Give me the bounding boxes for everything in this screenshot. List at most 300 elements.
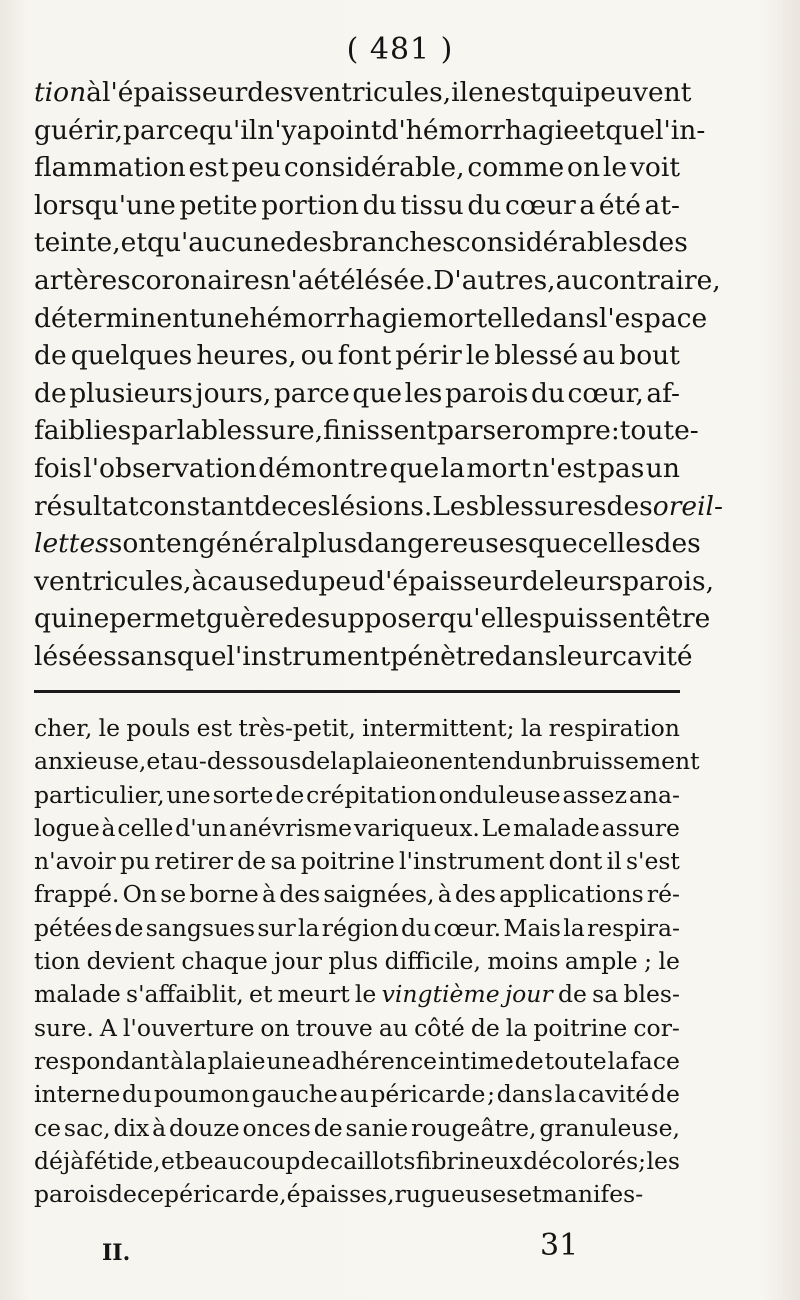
word: on	[260, 1013, 290, 1042]
word: de	[521, 565, 555, 597]
word: oreil-	[652, 490, 723, 522]
word: d'épaisseur	[368, 565, 522, 597]
word: la	[176, 415, 201, 447]
text-line	[34, 525, 701, 563]
text-line	[34, 812, 680, 845]
word: au	[378, 1013, 409, 1042]
word: onces	[242, 1113, 311, 1142]
word: la	[563, 913, 585, 942]
word: sangsues	[145, 913, 256, 942]
word: la	[520, 714, 543, 742]
text-line	[34, 112, 706, 150]
text-line	[34, 1145, 680, 1178]
text-line	[34, 1045, 680, 1078]
text-line	[34, 375, 680, 413]
word: la	[607, 1046, 630, 1075]
word: s'est	[625, 847, 680, 876]
word: lésions.	[331, 490, 433, 522]
word: artères	[34, 264, 131, 296]
word: côté	[414, 1013, 465, 1042]
word: lorsqu'une	[34, 189, 176, 221]
word: cavité	[612, 640, 693, 672]
word: mortelle	[422, 302, 536, 334]
word: dans	[535, 302, 599, 334]
word: de	[470, 1013, 500, 1042]
main-text	[34, 74, 723, 676]
word: peuvent	[583, 77, 692, 108]
word: assure	[601, 813, 680, 842]
word: pénètre	[390, 640, 495, 672]
word: bruissement	[551, 747, 700, 776]
word: à	[86, 77, 102, 108]
word: contraire,	[588, 264, 721, 296]
word: périr	[395, 340, 462, 372]
word: respondant	[34, 1046, 170, 1075]
word: lésées	[34, 640, 117, 672]
word: tion	[34, 947, 81, 976]
word: du	[401, 913, 432, 942]
text-line	[34, 149, 680, 187]
word: ce	[34, 1113, 62, 1142]
word: applications	[499, 880, 644, 909]
word: déterminent	[34, 302, 200, 334]
word: puissent	[542, 603, 656, 635]
word: intermittent;	[362, 714, 515, 742]
word: les	[404, 377, 443, 409]
word: été	[598, 189, 641, 221]
word: le	[465, 340, 491, 372]
word: des	[641, 227, 688, 259]
word: caillots	[330, 1146, 416, 1175]
word: un	[645, 452, 680, 484]
word: ou	[300, 340, 334, 372]
word: se	[160, 880, 187, 909]
word: jours,	[195, 377, 272, 409]
word: est	[196, 714, 233, 742]
word: tissu	[400, 189, 464, 221]
word: du	[121, 1080, 153, 1109]
word: meurt	[277, 980, 350, 1009]
word: bles-	[623, 980, 680, 1009]
word: manifes-	[541, 1180, 644, 1209]
word: devient	[86, 947, 175, 976]
word: dans	[494, 640, 559, 672]
word: par	[437, 415, 483, 447]
word: leur	[558, 640, 613, 672]
word: décolorés;	[523, 1146, 647, 1175]
text-line	[34, 1078, 680, 1111]
word: général	[198, 528, 302, 560]
word: parce	[273, 377, 350, 409]
word: que	[176, 640, 227, 672]
text-line	[34, 337, 680, 375]
word: de	[557, 980, 587, 1009]
word: Les	[432, 490, 480, 522]
word: at-	[644, 189, 680, 221]
word: rugueuses	[394, 1180, 519, 1209]
word: branches	[332, 227, 456, 259]
text-line	[34, 224, 688, 262]
word: bout	[619, 340, 680, 372]
word: épaisses,	[286, 1180, 395, 1209]
word: que	[352, 377, 403, 409]
word: considérables	[455, 227, 642, 259]
word: leurs	[554, 565, 623, 597]
word: celles	[577, 528, 655, 560]
text-line	[34, 450, 680, 488]
word: l'observation	[83, 452, 257, 484]
word: qu'il	[199, 114, 258, 146]
text-line	[34, 412, 699, 450]
word: l'ouverture	[122, 1013, 255, 1042]
word: est	[500, 77, 541, 108]
text-line	[34, 745, 700, 778]
text-line	[34, 779, 680, 812]
word: plaie	[351, 747, 410, 776]
word: l'épaisseur	[101, 77, 248, 108]
word: cher,	[34, 714, 93, 742]
word: ce	[136, 1180, 165, 1209]
word: tion	[34, 77, 87, 108]
word: une	[199, 302, 250, 334]
word: cœur,	[567, 377, 644, 409]
word: blessé	[494, 340, 579, 372]
word: a	[579, 189, 596, 221]
word: dangereuses	[357, 528, 529, 560]
word: de	[275, 780, 305, 809]
word: petite	[179, 189, 258, 221]
word: l'in-	[655, 114, 706, 146]
word: saignées,	[323, 880, 435, 909]
word: au	[339, 1080, 369, 1109]
word: celle	[117, 813, 174, 842]
word: dans	[496, 1080, 553, 1109]
word: de	[237, 847, 267, 876]
word: fois	[34, 452, 82, 484]
word: une	[266, 1046, 311, 1075]
word: toute	[544, 1046, 607, 1075]
word: logue	[34, 813, 100, 842]
word: fétide,	[84, 1146, 161, 1175]
text-line	[34, 912, 680, 945]
word: sont	[108, 528, 167, 560]
footnote-separator	[34, 690, 680, 693]
word: de	[313, 1113, 343, 1142]
word: blessures	[479, 490, 607, 522]
word: il	[451, 77, 469, 108]
word: et	[249, 980, 273, 1009]
word: Mais	[503, 913, 561, 942]
word: être	[655, 603, 711, 635]
word: voit	[629, 152, 680, 184]
word: peu	[318, 565, 369, 597]
word: le	[602, 152, 628, 184]
word: parois	[34, 1180, 109, 1209]
text-line	[34, 262, 721, 300]
word: frappé.	[34, 880, 120, 909]
word: mort	[466, 452, 531, 484]
word: les	[646, 1146, 680, 1175]
word: se	[482, 415, 512, 447]
word: région	[321, 913, 399, 942]
word: n'est	[532, 452, 597, 484]
word: sans	[116, 640, 177, 672]
word: pu	[120, 847, 151, 876]
word: face	[630, 1046, 680, 1075]
word: guère	[206, 603, 285, 635]
word: n'y	[257, 114, 297, 146]
word: borne	[189, 880, 259, 909]
word: D'autres,	[433, 264, 556, 296]
word: de	[34, 340, 67, 372]
word: a	[296, 114, 313, 146]
word: flammation	[34, 152, 186, 184]
word: cor-	[633, 1013, 680, 1042]
word: considérable,	[283, 152, 465, 184]
word: onduleuse	[438, 780, 561, 809]
word: des	[454, 880, 496, 909]
word: heures,	[196, 340, 297, 372]
word: dont	[548, 847, 603, 876]
text-line	[34, 300, 708, 338]
text-line	[34, 978, 680, 1011]
word: il	[606, 847, 622, 876]
word: qui	[540, 77, 584, 108]
word: retirer	[154, 847, 233, 876]
word: malade	[512, 813, 600, 842]
word: lésée.	[355, 264, 434, 296]
word: d'un	[175, 813, 227, 842]
text-line	[34, 1178, 680, 1211]
word: parois,	[622, 565, 715, 597]
word: des	[606, 490, 653, 522]
word: péricarde,	[164, 1180, 287, 1209]
word: hémorrhagie	[249, 302, 423, 334]
word: de	[300, 1146, 330, 1175]
word: vingtième	[381, 980, 500, 1009]
word: le	[658, 947, 680, 976]
word: fibrineux	[415, 1146, 523, 1175]
word: respiration	[548, 714, 680, 742]
word: adhérence	[311, 1046, 438, 1075]
text-line	[34, 563, 715, 601]
word: particulier,	[34, 780, 165, 809]
word: une	[166, 780, 211, 809]
text-line	[34, 638, 693, 676]
word: sac,	[63, 1113, 111, 1142]
word: jour	[274, 947, 322, 976]
word: beaucoup	[184, 1146, 301, 1175]
word: douze	[168, 1113, 240, 1142]
word: est	[188, 152, 229, 184]
word: A	[99, 1013, 117, 1042]
word: du	[530, 377, 565, 409]
word: rougeâtre,	[411, 1113, 537, 1142]
word: par	[131, 415, 177, 447]
signature-mark: II.	[102, 1240, 131, 1266]
word: plaie	[207, 1046, 266, 1075]
word: la	[298, 913, 320, 942]
word: anévrisme	[228, 813, 353, 842]
word: assez	[562, 780, 627, 809]
word: anxieuse,	[34, 747, 147, 776]
word: et	[120, 227, 147, 259]
word: à	[437, 880, 452, 909]
word: sure.	[34, 1013, 94, 1042]
footnote-text	[34, 712, 700, 1211]
word: finissent	[323, 415, 437, 447]
word: sorte	[212, 780, 274, 809]
word: guérir,	[34, 114, 124, 146]
word: cœur	[504, 189, 576, 221]
word: cœur.	[433, 913, 502, 942]
word: à	[262, 880, 277, 909]
word: du	[284, 565, 319, 597]
word: cavité	[577, 1080, 650, 1109]
word: chaque	[181, 947, 268, 976]
word: rompre	[511, 415, 611, 447]
word: au-dessous	[169, 747, 302, 776]
word: l'espace	[598, 302, 708, 334]
word: toute-	[619, 415, 699, 447]
word: constant	[138, 490, 255, 522]
word: plus	[301, 528, 358, 560]
word: été	[313, 264, 356, 296]
word: et	[578, 114, 606, 146]
word: difficile,	[384, 947, 481, 976]
word: poitrine	[533, 1013, 628, 1042]
word: comme	[467, 152, 565, 184]
word: l'instrument	[399, 847, 545, 876]
word: pétées	[34, 913, 113, 942]
sheet-number: 31	[540, 1228, 579, 1263]
word: entend	[439, 747, 522, 776]
word: de	[114, 913, 144, 942]
word: à	[191, 565, 208, 597]
word: interne	[34, 1080, 121, 1109]
word: des	[285, 227, 333, 259]
word: On	[122, 880, 157, 909]
word: ;	[487, 1080, 496, 1109]
word: la	[185, 1046, 207, 1075]
word: s'affaiblit,	[126, 980, 244, 1009]
word: faiblies	[34, 415, 132, 447]
word: parois	[444, 377, 529, 409]
word: ventricules,	[293, 77, 452, 108]
word: du	[467, 189, 502, 221]
word: jour	[504, 980, 553, 1009]
word: trouve	[295, 1013, 373, 1042]
word: des	[247, 77, 294, 108]
word: de	[34, 377, 67, 409]
word: Le	[481, 813, 512, 842]
word: n'avoir	[34, 847, 116, 876]
word: que	[389, 452, 440, 484]
page-number: ( 481 )	[346, 32, 454, 67]
word: ré-	[646, 880, 680, 909]
word: teinte,	[34, 227, 121, 259]
word: plusieurs	[69, 377, 193, 409]
text-line	[34, 878, 680, 911]
word: en	[166, 528, 199, 560]
word: et	[146, 747, 170, 776]
word: ;	[644, 947, 653, 976]
word: pas	[597, 452, 645, 484]
text-line	[34, 74, 692, 112]
word: de	[650, 1080, 680, 1109]
word: des	[279, 880, 321, 909]
text-line	[34, 712, 680, 745]
word: on	[409, 747, 440, 776]
word: intime	[437, 1046, 514, 1075]
word: le	[354, 980, 377, 1009]
word: péricarde	[370, 1080, 486, 1109]
word: qui	[34, 603, 77, 635]
word: qu'aucune	[146, 227, 286, 259]
word: à	[170, 1046, 185, 1075]
word: supposer	[316, 603, 440, 635]
word: des	[654, 528, 701, 560]
word: qu'elles	[439, 603, 543, 635]
word: d'hémorrhagie	[381, 114, 579, 146]
word: cause	[207, 565, 285, 597]
word: démontre	[258, 452, 389, 484]
word: parce	[123, 114, 200, 146]
word: de	[284, 603, 317, 635]
word: de	[254, 490, 287, 522]
text-line	[34, 945, 680, 978]
word: la	[440, 452, 465, 484]
word: de	[301, 747, 331, 776]
word: blessure,	[201, 415, 324, 447]
word: la	[505, 1013, 528, 1042]
word: point	[312, 114, 382, 146]
word: de	[108, 1180, 137, 1209]
word: sur	[257, 913, 296, 942]
word: permet	[109, 603, 207, 635]
word: poumon	[153, 1080, 250, 1109]
word: sa	[592, 980, 619, 1009]
word: moins	[487, 947, 559, 976]
word: sa	[270, 847, 297, 876]
word: plus	[328, 947, 379, 976]
word: sanie	[345, 1113, 409, 1142]
word: en	[468, 77, 501, 108]
word: gauche	[251, 1080, 338, 1109]
word: peu	[231, 152, 282, 184]
word: et	[161, 1146, 185, 1175]
word: dix	[113, 1113, 150, 1142]
word: n'a	[273, 264, 314, 296]
word: pouls	[126, 714, 191, 742]
text-line	[34, 600, 711, 638]
word: respira-	[586, 913, 680, 942]
text-line	[34, 187, 680, 225]
word: crépitation	[306, 780, 437, 809]
text-line	[34, 1112, 680, 1145]
word: coronaires	[130, 264, 274, 296]
word: malade	[34, 980, 121, 1009]
word: résultat	[34, 490, 139, 522]
word: déjà	[34, 1146, 85, 1175]
word: et	[518, 1180, 542, 1209]
word: l'instrument	[226, 640, 391, 672]
word: le	[98, 714, 121, 742]
word: portion	[261, 189, 359, 221]
word: à	[101, 813, 116, 842]
word: granuleuse,	[539, 1113, 680, 1142]
word: très-petit,	[238, 714, 356, 742]
